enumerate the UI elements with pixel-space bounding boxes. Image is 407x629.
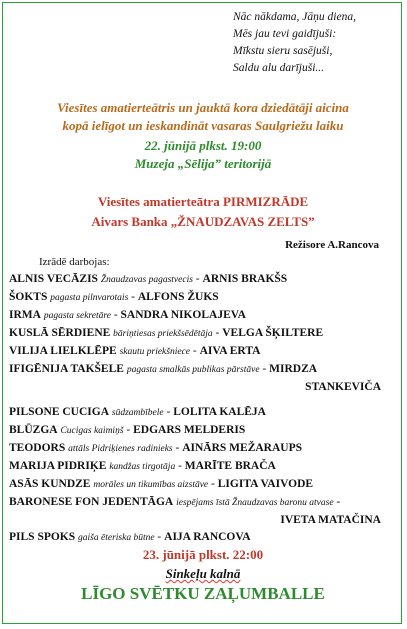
character-role: Žnaudzavas pagastvecis	[100, 275, 193, 285]
character-role: bāriņtiesas priekšsēdētāja	[113, 329, 213, 339]
cast-row: TEODORS attāls Pidriķienes radinieks - AINĀRS MEŽARAUPS	[9, 442, 303, 454]
character-role: skautu priekšniece	[119, 347, 191, 357]
character-name: KUSLĀ SĒRDIENE	[9, 327, 111, 339]
poster	[2, 2, 402, 624]
character-role: Cucigas kaimiņš	[60, 426, 124, 436]
character-role: pagasta smalkās publikas pārstāve	[126, 365, 260, 375]
poem-line: Saldu alu darījuši...	[233, 62, 325, 74]
invitation-line-1: Viesītes amatierteātris un jauktā kora dziedātāji aicina	[57, 100, 349, 115]
final-event: LĪGO SVĒTKU ZAĻUMBALLE	[81, 584, 325, 603]
cast-row: ALNIS VECĀZIS Žnaudzavas pagastvecis - ARNIS BRAKŠS	[9, 273, 288, 285]
character-role: pagasta pilnvarotais	[50, 293, 129, 303]
actor-name: SANDRA NIKOLAJEVA	[120, 309, 246, 321]
cast-list	[9, 271, 399, 547]
character-name: VILIJA LIELKLĒPE	[9, 345, 117, 357]
actor-name: AIJA RANCOVA	[164, 531, 251, 543]
character-name: IRMA	[9, 309, 41, 321]
invitation-line-2: kopā ielīgot un ieskandināt vasaras Saulgriežu laiku	[62, 118, 344, 133]
actor-name-continued: IVETA MATAČINA	[280, 514, 381, 526]
actor-name: AIVA ERTA	[199, 345, 261, 357]
character-role: sūdzambībele	[111, 408, 164, 418]
actor-name: MIRDZA	[269, 363, 318, 375]
character-role: iespējams īstā Žnaudzavas baronu atvase	[176, 498, 334, 508]
poem	[233, 9, 356, 77]
event-venue-1: Muzeja „Sēlija” teritorijā	[134, 156, 272, 171]
event-venue-2: Sinkeļu kalnā	[165, 566, 241, 581]
poem-line: Nāc nākdama, Jāņu diena,	[233, 11, 356, 23]
premiere-title: Viesītes amatierteātra PIRMIZRĀDE	[97, 194, 309, 209]
event-date-1: 22. jūnijā plkst. 19:00	[144, 138, 262, 153]
cast-row: IRMA pagasta sekretāre - SANDRA NIKOLAJEVA	[9, 309, 246, 321]
character-name: PILSONE CUCIGA	[9, 406, 110, 418]
event-date-2: 23. jūnijā plkst. 22:00	[142, 547, 264, 562]
character-name: ALNIS VECĀZIS	[9, 273, 98, 285]
play-title: Aivars Banka „ŽNAUDZAVAS ZELTS”	[91, 214, 315, 229]
actor-name: LOLITA KALĒJA	[173, 406, 266, 418]
cast-row: BLŪZGA Cucigas kaimiņš - EDGARS MELDERIS	[9, 424, 246, 436]
poem-line: Mīkstu sieru sasējuši,	[233, 45, 333, 57]
cast-row: KUSLĀ SĒRDIENE bāriņtiesas priekšsēdētāja - VELGA ŠĶILTERE	[9, 327, 324, 339]
character-name: BARONESE FON JEDENTĀGA	[9, 496, 174, 508]
character-name: ŠOKTS	[9, 291, 48, 303]
actor-name: VELGA ŠĶILTERE	[222, 327, 324, 339]
character-name: ASĀS KUNDZE	[9, 478, 91, 490]
cast-row: PILS SPOKS gaiša ēteriska būtne - AIJA RANCOVA	[9, 531, 251, 543]
actor-name-continued: STANKEVIČA	[305, 381, 381, 393]
actor-name: AINĀRS MEŽARAUPS	[182, 442, 303, 454]
cast-row: BARONESE FON JEDENTĀGA iespējams īstā Žnaudzavas baronu atvase -	[9, 496, 341, 508]
poem-line: Mēs jau tevi gaidījuši:	[233, 28, 337, 40]
character-role: gaiša ēteriska būtne	[78, 533, 155, 543]
character-role: morāles un tikumības aizstāve	[93, 480, 209, 490]
actor-name: ALFONS ŽUKS	[137, 291, 219, 303]
cast-row: MARIJA PIDRIĶE kandžas tirgotāja - MARĪTE BRAČA	[9, 460, 276, 472]
cast-title: Izrādē darbojas:	[39, 256, 110, 268]
actor-name: ARNIS BRAKŠS	[202, 273, 288, 285]
cast-row: ASĀS KUNDZE morāles un tikumības aizstāve - LIGITA VAIVODE	[9, 478, 314, 490]
character-name: TEODORS	[9, 442, 66, 454]
cast-row: IFIGĒNIJA TAKŠELE pagasta smalkās publikas pārstāve - MIRDZA	[9, 363, 318, 375]
character-name: MARIJA PIDRIĶE	[9, 460, 107, 472]
cast-row: PILSONE CUCIGA sūdzambībele - LOLITA KALĒJA	[9, 406, 266, 418]
director: Režisore A.Rancova	[285, 239, 379, 251]
character-role: kandžas tirgotāja	[109, 462, 176, 472]
character-name: BLŪZGA	[9, 424, 58, 436]
actor-name: MARĪTE BRAČA	[184, 460, 276, 472]
actor-name: EDGARS MELDERIS	[133, 424, 246, 436]
actor-name: LIGITA VAIVODE	[217, 478, 314, 490]
character-role: attāls Pidriķienes radinieks	[68, 444, 173, 454]
character-name: IFIGĒNIJA TAKŠELE	[9, 363, 124, 375]
character-name: PILS SPOKS	[9, 531, 76, 543]
cast-row: VILIJA LIELKLĒPE skautu priekšniece - AIVA ERTA	[9, 345, 261, 357]
character-role: pagasta sekretāre	[43, 311, 111, 321]
cast-row: ŠOKTS pagasta pilnvarotais - ALFONS ŽUKS	[9, 291, 219, 303]
